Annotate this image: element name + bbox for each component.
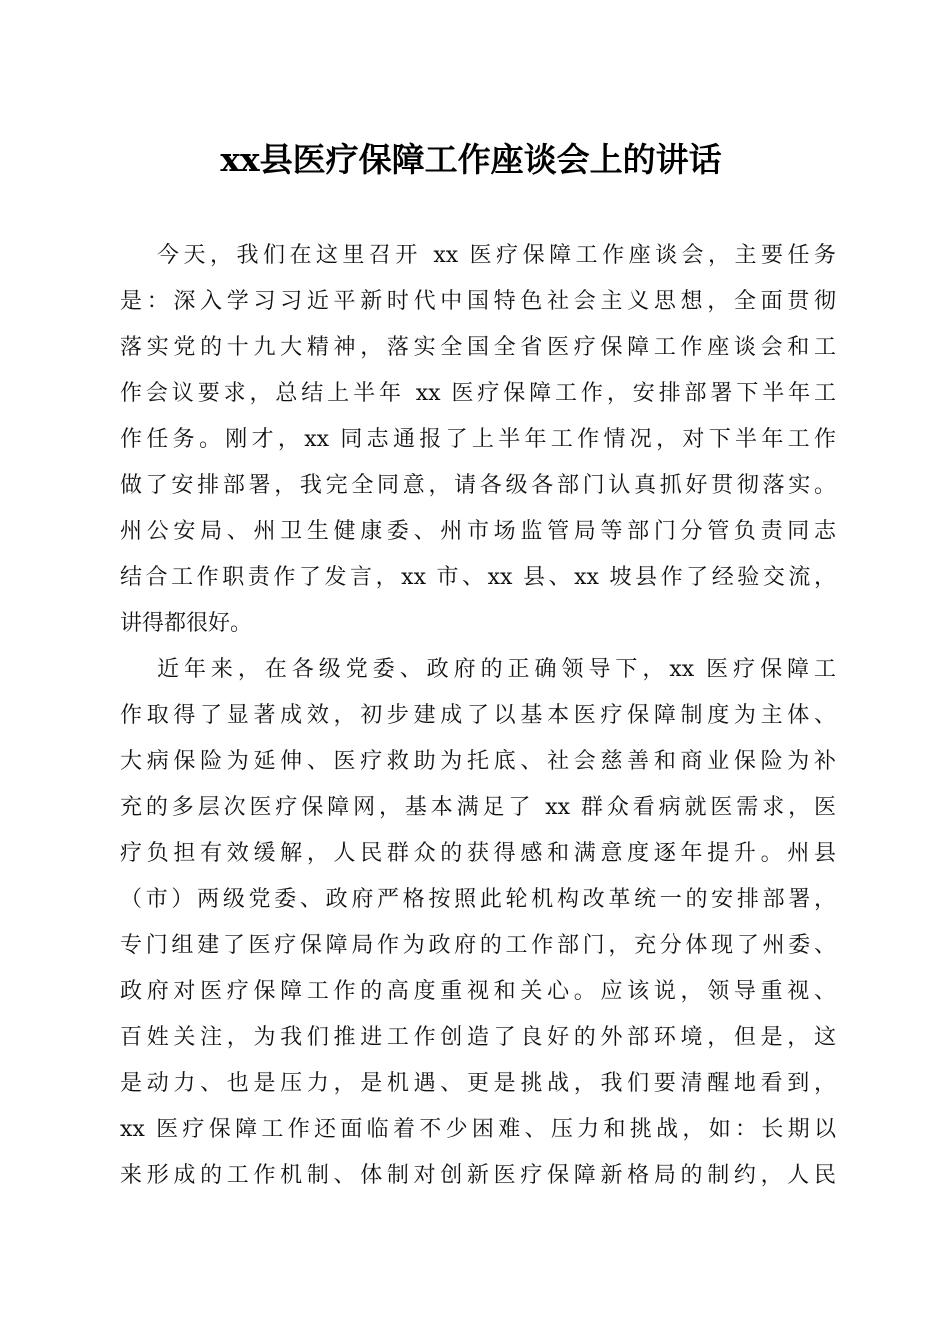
text-line: 充的多层次医疗保障网，基本满足了 xx 群众看病就医需求，医 (120, 795, 836, 820)
text-line: 讲得都很好。 (120, 611, 253, 636)
text-line: 州公安局、州卫生健康委、州市场监管局等部门分管负责同志 (120, 519, 836, 544)
text-line: 百姓关注，为我们推进工作创造了良好的外部环境，但是，这 (120, 1025, 836, 1050)
text-line: 做了安排部署，我完全同意，请各级各部门认真抓好贯彻落实。 (120, 473, 836, 498)
text-line: xx 医疗保障工作还面临着不少困难、压力和挑战，如：长期以 (120, 1117, 836, 1142)
text-line: 今天，我们在这里召开 xx 医疗保障工作座谈会，主要任务 (157, 243, 836, 268)
text-line: 政府对医疗保障工作的高度重视和关心。应该说，领导重视、 (120, 979, 836, 1004)
text-line: 是动力、也是压力，是机遇、更是挑战，我们要清醒地看到， (120, 1071, 836, 1096)
text-line: 疗负担有效缓解，人民群众的获得感和满意度逐年提升。州县 (120, 841, 836, 866)
document-title: xx县医疗保障工作座谈会上的讲话 (220, 140, 722, 179)
text-line: （市）两级党委、政府严格按照此轮机构改革统一的安排部署， (120, 887, 836, 912)
text-line: 作会议要求，总结上半年 xx 医疗保障工作，安排部署下半年工 (120, 381, 836, 406)
paragraph-1 (120, 233, 836, 647)
document-body (120, 233, 836, 1199)
text-line: 结合工作职责作了发言，xx 市、xx 县、xx 坡县作了经验交流， (120, 565, 836, 590)
text-line: 大病保险为延伸、医疗救助为托底、社会慈善和商业保险为补 (120, 749, 836, 774)
text-line: 落实党的十九大精神，落实全国全省医疗保障工作座谈会和工 (120, 335, 836, 360)
text-line: 来形成的工作机制、体制对创新医疗保障新格局的制约，人民 (120, 1163, 836, 1188)
text-line: 近年来，在各级党委、政府的正确领导下，xx 医疗保障工 (157, 657, 836, 682)
text-line: 是：深入学习习近平新时代中国特色社会主义思想，全面贯彻 (120, 289, 836, 314)
paragraph-2 (120, 647, 836, 1199)
text-line: 作任务。刚才，xx 同志通报了上半年工作情况，对下半年工作 (120, 427, 836, 452)
text-line: 专门组建了医疗保障局作为政府的工作部门，充分体现了州委、 (120, 933, 836, 958)
text-line: 作取得了显著成效，初步建成了以基本医疗保障制度为主体、 (120, 703, 836, 728)
